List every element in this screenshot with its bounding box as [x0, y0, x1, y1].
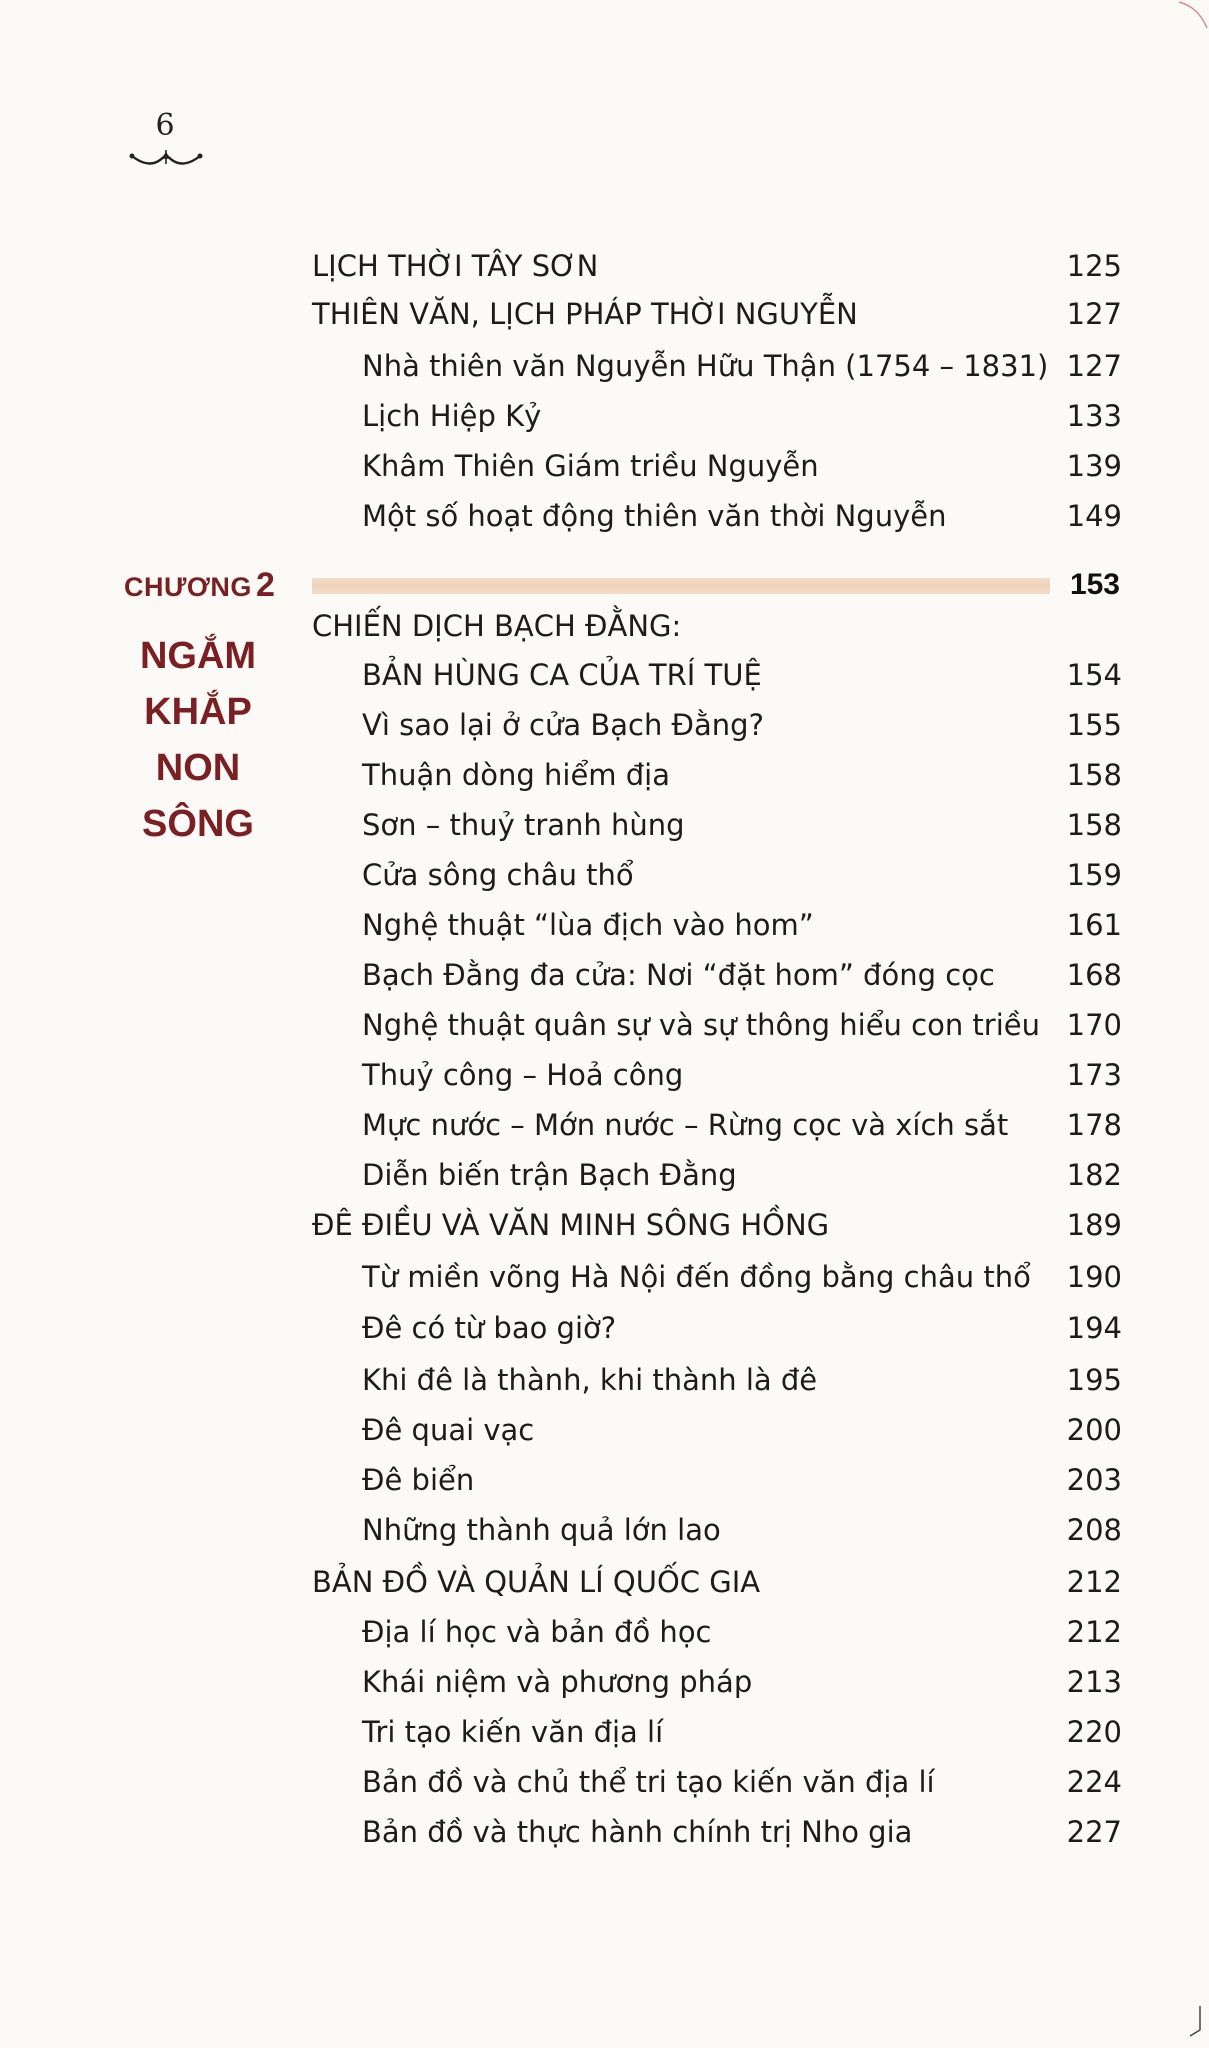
- toc-entry-page: 155: [1066, 708, 1122, 742]
- toc-entry-page: 154: [1066, 658, 1122, 692]
- toc-entry-page: 213: [1066, 1665, 1122, 1699]
- toc-entry-page: 161: [1066, 908, 1122, 942]
- toc-entry-title: Nghệ thuật quân sự và sự thông hiểu con triều: [362, 1008, 1040, 1042]
- toc-entry-page: 195: [1066, 1363, 1122, 1397]
- toc-entry: [0, 1308, 1209, 1348]
- toc-entry: [0, 606, 1209, 646]
- toc-entry-page: 212: [1066, 1615, 1122, 1649]
- toc-entry: [0, 1712, 1209, 1752]
- toc-entry-page: 224: [1066, 1765, 1122, 1799]
- toc-entry-title: Địa lí học và bản đồ học: [362, 1615, 712, 1649]
- toc-entry-title: Mực nước – Mớn nước – Rừng cọc và xích sắt: [362, 1108, 1009, 1142]
- toc-entry: [0, 496, 1209, 536]
- chapter-number: 2: [255, 566, 276, 604]
- toc-entry: [0, 1460, 1209, 1500]
- toc-entry: [0, 1662, 1209, 1702]
- toc-entry-title: Nhà thiên văn Nguyễn Hữu Thận (1754 – 1831): [362, 349, 1049, 383]
- toc-entry: [0, 1510, 1209, 1550]
- toc-entry-title: BẢN HÙNG CA CỦA TRÍ TUỆ: [362, 658, 762, 692]
- chapter-label-text: CHƯƠNG: [124, 572, 252, 602]
- toc-entry: [0, 294, 1209, 334]
- toc-entry-page: 200: [1066, 1413, 1122, 1447]
- toc-entry: [0, 1105, 1209, 1145]
- toc-entry: [0, 446, 1209, 486]
- toc-entry-title: Thuỷ công – Hoả công: [362, 1058, 684, 1092]
- toc-entry-page: 127: [1066, 349, 1122, 383]
- toc-entry-page: 208: [1066, 1513, 1122, 1547]
- chapter-label: [124, 566, 275, 605]
- toc-entry-title: Bản đồ và chủ thể tri tạo kiến văn địa lí: [362, 1765, 935, 1799]
- toc-entry-page: 194: [1066, 1311, 1122, 1345]
- toc-entry-page: 158: [1066, 808, 1122, 842]
- page-edge-mark-icon: [1180, 2000, 1209, 2048]
- toc-entry-page: 158: [1066, 758, 1122, 792]
- toc-entry-title: BẢN ĐỒ VÀ QUẢN LÍ QUỐC GIA: [312, 1565, 761, 1599]
- toc-entry-page: 127: [1066, 297, 1122, 331]
- toc-entry-title: THIÊN VĂN, LỊCH PHÁP THỜI NGUYỄN: [312, 297, 858, 331]
- toc-entry: [0, 1360, 1209, 1400]
- toc-entry: [0, 905, 1209, 945]
- toc-entry-title: Lịch Hiệp Kỷ: [362, 399, 542, 433]
- toc-entry-page: 203: [1066, 1463, 1122, 1497]
- toc-entry: [0, 396, 1209, 436]
- toc-entry: [0, 1205, 1209, 1245]
- toc-entry-title: LỊCH THỜI TÂY SƠN: [312, 249, 599, 283]
- toc-entry: [0, 1812, 1209, 1852]
- toc-entry: [0, 705, 1209, 745]
- toc-entry-title: Vì sao lại ở cửa Bạch Đằng?: [362, 708, 764, 742]
- toc-entry: [0, 1005, 1209, 1045]
- toc-entry-page: 189: [1066, 1208, 1122, 1242]
- toc-entry: [0, 1612, 1209, 1652]
- page-number: 6: [155, 108, 175, 143]
- toc-entry: [0, 1762, 1209, 1802]
- toc-entry-title: Khi đê là thành, khi thành là đê: [362, 1363, 818, 1397]
- toc-entry-page: 139: [1066, 449, 1122, 483]
- toc-entry-page: 133: [1066, 399, 1122, 433]
- toc-entry-title: Tri tạo kiến văn địa lí: [362, 1715, 664, 1749]
- toc-entry-title: Nghệ thuật “lùa địch vào hom”: [362, 908, 814, 942]
- toc-entry: [0, 1410, 1209, 1450]
- toc-entry: [0, 346, 1209, 386]
- toc-entry: [0, 1257, 1209, 1297]
- ornament-flourish-icon: [128, 144, 204, 170]
- toc-entry-page: 190: [1066, 1260, 1122, 1294]
- toc-entry: [0, 246, 1209, 286]
- toc-entry-title: Từ miền võng Hà Nội đến đồng bằng châu thổ: [362, 1260, 1031, 1294]
- toc-entry-page: 170: [1066, 1008, 1122, 1042]
- toc-entry: [0, 805, 1209, 845]
- toc-entry: [0, 955, 1209, 995]
- chapter-title-line: NGẮM: [139, 635, 257, 677]
- toc-entry-title: ĐÊ ĐIỀU VÀ VĂN MINH SÔNG HỒNG: [312, 1208, 830, 1242]
- toc-entry-page: 159: [1066, 858, 1122, 892]
- chapter-title-line: NON: [155, 747, 241, 789]
- toc-entry: [0, 1562, 1209, 1602]
- toc-entry-title: Những thành quả lớn lao: [362, 1513, 721, 1547]
- toc-entry-title: Một số hoạt động thiên văn thời Nguyễn: [362, 499, 947, 533]
- toc-entry-title: CHIẾN DỊCH BẠCH ĐẰNG:: [312, 609, 682, 643]
- toc-entry-page: 178: [1066, 1108, 1122, 1142]
- toc-entry-title: Đê có từ bao giờ?: [362, 1311, 617, 1345]
- toc-entry-page: 149: [1066, 499, 1122, 533]
- corner-mark-icon: [1169, 0, 1209, 30]
- toc-entry-page: 125: [1066, 249, 1122, 283]
- chapter-divider-bar: [312, 578, 1050, 594]
- toc-entry-title: Đê quai vạc: [362, 1413, 535, 1447]
- toc-entry-title: Thuận dòng hiểm địa: [362, 758, 670, 792]
- toc-entry: [0, 1055, 1209, 1095]
- toc-entry-page: 220: [1066, 1715, 1122, 1749]
- toc-entry-title: Sơn – thuỷ tranh hùng: [362, 808, 685, 842]
- toc-entry-page: 182: [1066, 1158, 1122, 1192]
- toc-entry: [0, 1155, 1209, 1195]
- toc-entry-page: 168: [1066, 958, 1122, 992]
- toc-entry-page: 227: [1066, 1815, 1122, 1849]
- toc-entry: [0, 855, 1209, 895]
- toc-entry-title: Khái niệm và phương pháp: [362, 1665, 753, 1699]
- toc-entry-title: Khâm Thiên Giám triều Nguyễn: [362, 449, 819, 483]
- toc-entry-title: Đê biển: [362, 1463, 475, 1497]
- toc-entry-page: 173: [1066, 1058, 1122, 1092]
- chapter-title-line: SÔNG: [142, 803, 254, 845]
- toc-entry: [0, 755, 1209, 795]
- toc-entry: [0, 655, 1209, 695]
- toc-entry-title: Diễn biến trận Bạch Đằng: [362, 1158, 737, 1192]
- toc-entry-title: Cửa sông châu thổ: [362, 858, 634, 892]
- toc-entry-title: Bản đồ và thực hành chính trị Nho gia: [362, 1815, 913, 1849]
- toc-entry-title: Bạch Đằng đa cửa: Nơi “đặt hom” đóng cọc: [362, 958, 995, 992]
- toc-entry-page: 212: [1066, 1565, 1122, 1599]
- chapter-title-line: KHẮP: [144, 691, 252, 733]
- chapter-page-number: 153: [1069, 568, 1120, 601]
